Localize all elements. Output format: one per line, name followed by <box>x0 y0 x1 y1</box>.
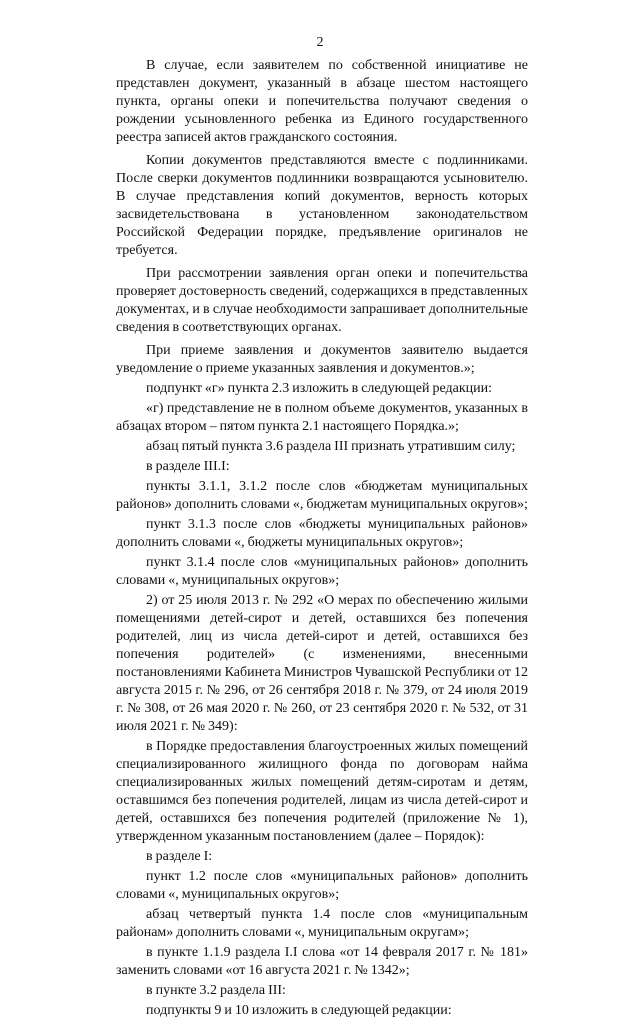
paragraph: «г) представление не в полном объеме документов, указанных в абзацах втором – пятом пункта 2.1 настоящего Порядка.»; <box>116 401 528 434</box>
document-body <box>116 57 528 1022</box>
page-number: 2 <box>316 35 324 50</box>
paragraph: подпункты 9 и 10 изложить в следующей редакции: <box>146 1003 452 1018</box>
paragraph: в пункте 3.2 раздела III: <box>146 983 286 998</box>
paragraph: в разделе I: <box>146 849 213 864</box>
paragraph: пункты 3.1.1, 3.1.2 после слов «бюджетам муниципальных районов» дополнить словами «, бюджетам муниципальных округов»; <box>116 479 528 512</box>
paragraph: пункт 1.2 после слов «муниципальных районов» дополнить словами «, муниципальных округов»; <box>116 869 528 902</box>
paragraph: пункт 3.1.4 после слов «муниципальных районов» дополнить словами «, муниципальных округов»; <box>116 555 528 588</box>
paragraph: подпункт «г» пункта 2.3 изложить в следующей редакции: <box>146 381 493 396</box>
paragraph: Копии документов представляются вместе с подлинниками. После сверки документов подлинники возвращаются усыновителю. В случае представления копий документов, верность которых засвидетельствована в установленном законодательством Российской Федерации порядке, предъявление оригиналов не требуется. <box>116 153 528 258</box>
paragraph: абзац пятый пункта 3.6 раздела III признать утратившим силу; <box>146 439 516 454</box>
paragraph: При рассмотрении заявления орган опеки и попечительства проверяет достоверность сведений, содержащихся в представленных документах, и в случае необходимости запрашивает дополнительные сведения в соответствующих органах. <box>116 266 528 335</box>
paragraph: пункт 3.1.3 после слов «бюджеты муниципальных районов» дополнить словами «, бюджеты муниципальных округов»; <box>116 517 528 550</box>
paragraph: в разделе III.I: <box>146 459 230 474</box>
paragraph: в пункте 1.1.9 раздела I.I слова «от 14 февраля 2017 г. № 181» заменить словами «от 16 августа 2021 г. № 1342»; <box>116 945 528 978</box>
paragraph: в Порядке предоставления благоустроенных жилых помещений специализированного жилищного фонда по договорам найма специализированных жилых помещений детям-сиротам и детям, оставшимся без попечения родителей, лицам из числа детей-сирот и детей, оставшихся без попечения родителей (приложение № 1), утвержденном указанным постановлением (далее – Порядок): <box>116 739 528 844</box>
paragraph: В случае, если заявителем по собственной инициативе не представлен документ, указанный в абзаце шестом настоящего пункта, органы опеки и попечительства получают сведения о рождении усыновленного ребенка из Единого государственного реестра записей актов гражданского состояния. <box>116 58 528 145</box>
paragraph: абзац четвертый пункта 1.4 после слов «муниципальным районам» дополнить словами «, муниципальным округам»; <box>116 907 528 940</box>
paragraph: 2) от 25 июля 2013 г. № 292 «О мерах по обеспечению жилыми помещениями детей-сирот и детей, оставшихся без попечения родителей, лиц из числа детей-сирот и детей, оставшихся без попечения родителей» (с изменениями, внесенными постановлениями Кабинета Министров Чувашской Республики от 12 августа 2015 г. № 296, от 26 сентября 2018 г. № 379, от 24 июля 2019 г. № 308, от 26 мая 2020 г. № 260, от 23 сентября 2020 г. № 532, от 31 июля 2021 г. № 349): <box>116 593 528 734</box>
paragraph: При приеме заявления и документов заявителю выдается уведомление о приеме указанных заявления и документов.»; <box>116 343 528 376</box>
